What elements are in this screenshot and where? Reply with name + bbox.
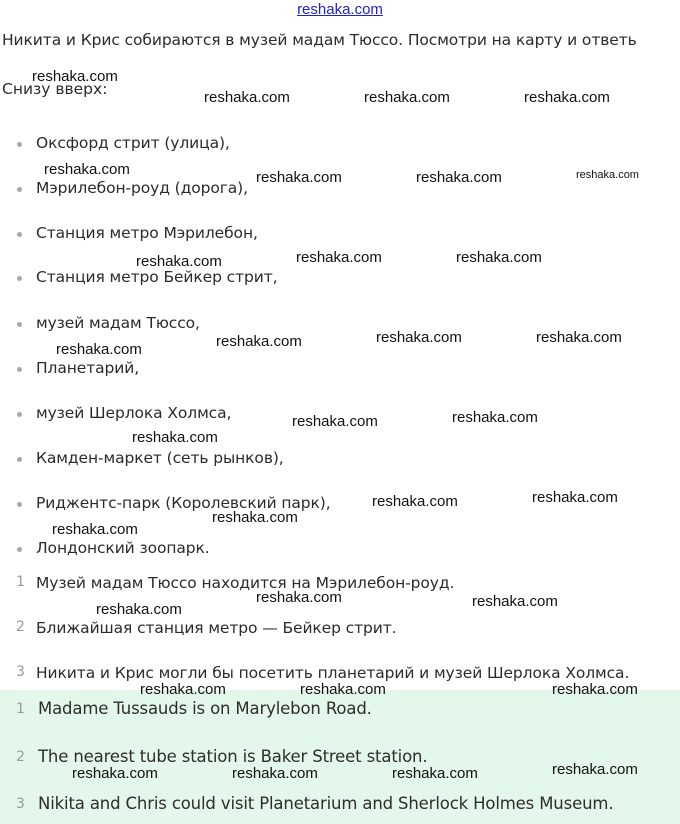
watermark: reshaka.com: [232, 765, 318, 782]
bullet-dot-icon: [17, 142, 22, 147]
watermark: reshaka.com: [392, 765, 478, 782]
numbered-item-text: Ближайшая станция метро — Бейкер стрит.: [36, 619, 397, 637]
watermark: reshaka.com: [136, 253, 222, 270]
watermark: reshaka.com: [364, 89, 450, 106]
watermark: reshaka.com: [296, 249, 382, 266]
watermark: reshaka.com: [256, 589, 342, 606]
subhead-text: Снизу вверх:: [2, 80, 108, 98]
list-item-text: музей Шерлока Холмса,: [36, 404, 232, 422]
list-item-text: Камден-маркет (сеть рынков),: [36, 449, 284, 467]
answer-text: Madame Tussauds is on Marylebon Road.: [38, 699, 372, 718]
watermark: reshaka.com: [132, 429, 218, 446]
watermark: reshaka.com: [532, 489, 618, 506]
list-item-text: Станция метро Мэрилебон,: [36, 224, 258, 242]
list-item-text: музей мадам Тюссо,: [36, 314, 200, 332]
watermark: reshaka.com: [216, 333, 302, 350]
watermark: reshaka.com: [96, 601, 182, 618]
watermark: reshaka.com: [44, 161, 130, 178]
watermark: reshaka.com: [552, 681, 638, 698]
list-item-text: Лондонский зоопарк.: [36, 539, 210, 557]
watermark: reshaka.com: [140, 681, 226, 698]
watermark: reshaka.com: [536, 329, 622, 346]
list-item-text: Оксфорд стрит (улица),: [36, 134, 230, 152]
watermark: reshaka.com: [52, 521, 138, 538]
answer-text: Nikita and Chris could visit Planetarium and Sherlock Holmes Museum.: [38, 794, 614, 813]
bullet-dot-icon: [17, 276, 22, 281]
bullet-dot-icon: [17, 187, 22, 192]
watermark: reshaka.com: [472, 593, 558, 610]
watermark: reshaka.com: [56, 341, 142, 358]
watermark: reshaka.com: [416, 169, 502, 186]
watermark: reshaka.com: [552, 761, 638, 778]
bullet-dot-icon: [17, 322, 22, 327]
item-number: 2: [16, 619, 25, 635]
item-number: 2: [16, 749, 25, 765]
answer-panel: [0, 690, 680, 824]
list-item-text: Риджентс-парк (Королевский парк),: [36, 494, 331, 512]
watermark: reshaka.com: [300, 681, 386, 698]
watermark: reshaka.com: [256, 169, 342, 186]
watermark: reshaka.com: [376, 329, 462, 346]
bullet-dot-icon: [17, 232, 22, 237]
watermark: reshaka.com: [204, 89, 290, 106]
item-number: 1: [16, 701, 25, 717]
list-item-text: Планетарий,: [36, 359, 140, 377]
watermark: reshaka.com: [372, 493, 458, 510]
watermark: reshaka.com: [524, 89, 610, 106]
bullet-dot-icon: [17, 502, 22, 507]
list-item-text: Мэрилебон-роуд (дорога),: [36, 179, 248, 197]
watermark: reshaka.com: [452, 409, 538, 426]
bullet-dot-icon: [17, 457, 22, 462]
site-header-link[interactable]: reshaka.com: [297, 1, 383, 18]
watermark: reshaka.com: [32, 68, 118, 85]
bullet-dot-icon: [17, 412, 22, 417]
answer-text: The nearest tube station is Baker Street station.: [38, 747, 428, 766]
bullet-dot-icon: [17, 367, 22, 372]
watermark: reshaka.com: [456, 249, 542, 266]
watermark: reshaka.com: [212, 509, 298, 526]
item-number: 3: [16, 796, 25, 812]
watermark: reshaka.com: [292, 413, 378, 430]
numbered-item-text: Музей мадам Тюссо находится на Мэрилебон-роуд.: [36, 574, 455, 592]
bullet-dot-icon: [17, 547, 22, 552]
item-number: 3: [16, 664, 25, 680]
watermark: reshaka.com: [576, 169, 639, 181]
watermark: reshaka.com: [72, 765, 158, 782]
list-item-text: Станция метро Бейкер стрит,: [36, 268, 278, 286]
task-intro-text: Никита и Крис собираются в музей мадам Тюссо. Посмотри на карту и ответь: [2, 31, 637, 49]
numbered-item-text: Никита и Крис могли бы посетить планетарий и музей Шерлока Холмса.: [36, 664, 630, 682]
item-number: 1: [16, 574, 25, 590]
